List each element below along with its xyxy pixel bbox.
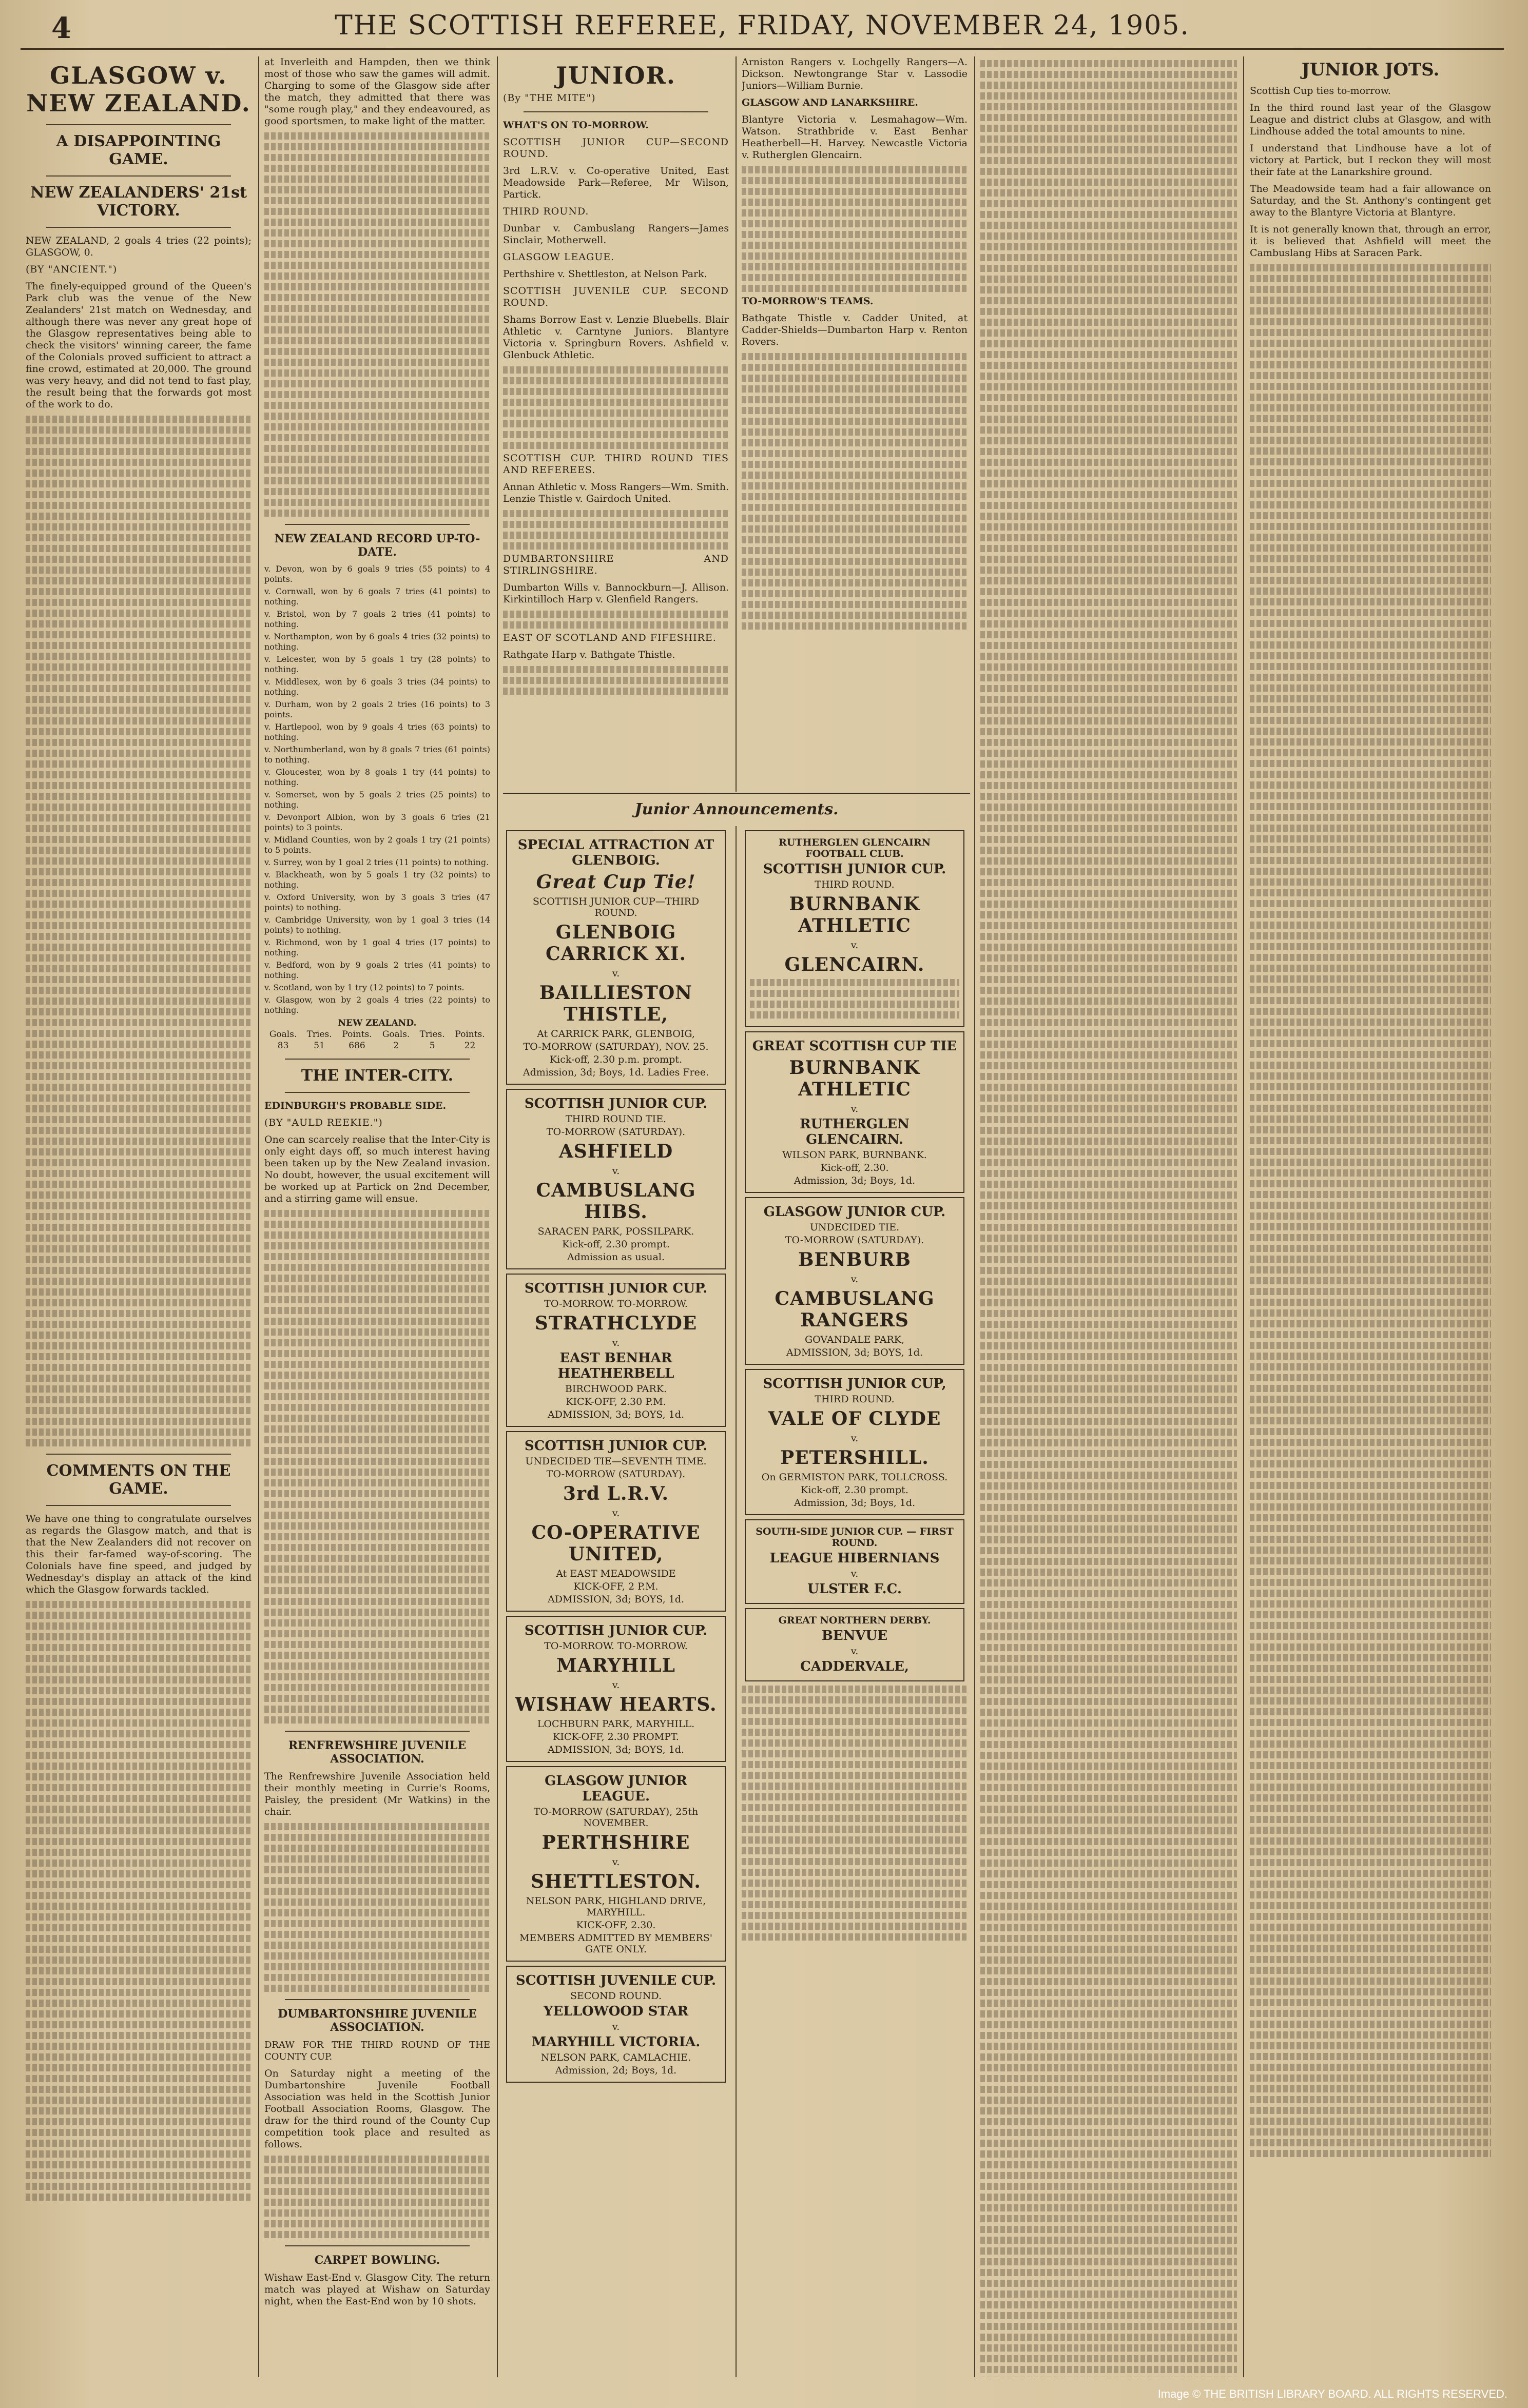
ad-kickoff: KICK-OFF, 2.30 PROMPT. [553,1731,679,1743]
ad-vs: v. [850,1103,859,1114]
ad-title: SCOTTISH JUNIOR CUP. [524,1438,708,1454]
ad-team1: GLENBOIG CARRICK XI. [545,922,687,965]
totals-value-cell: 83 [277,1041,289,1051]
ad-vale-of-clyde [745,1369,964,1515]
ad-admission: Admission, 3d; Boys, 1d. [794,1497,916,1509]
record-row: v. Bristol, won by 7 goals 2 tries (41 points) to nothing. [264,609,490,629]
ad-kickoff: Kick-off, 2.30 p.m. prompt. [549,1054,683,1065]
junior-title: JUNIOR. [556,62,676,89]
record-row: v. Somerset, won by 5 goals 2 tries (25 points) to nothing. [264,790,490,810]
fixture-text: 3rd L.R.V. v. Co-operative United, East Meadowside Park—Referee, Mr Wilson, Partick. [503,165,729,200]
section-junior-jots: JUNIOR JOTS. [1301,60,1440,80]
fixture-heading: EAST OF SCOTLAND AND FIFESHIRE. [503,632,717,643]
ad-round: THIRD ROUND. [815,1394,895,1405]
column-5 [980,56,1237,2377]
nz-totals-table [264,1017,490,1051]
totals-label: NEW ZEALAND. [338,1018,417,1028]
ad-team1: MARYHILL [556,1655,675,1676]
newspaper-title: THE SCOTTISH REFEREE, FRIDAY, NOVEMBER 24, 1905. [335,10,1190,41]
ads-column-a [503,826,729,2377]
ad-admission: Admission, 2d; Boys, 1d. [555,2065,677,2076]
record-row: v. Northumberland, won by 8 goals 7 tries (61 points) to nothing. [264,745,490,765]
totals-header-cell: Goals. [382,1029,410,1040]
totals-header-cell: Points. [455,1029,485,1040]
ad-admission: ADMISSION, 3d; BOYS, 1d. [786,1347,923,1358]
ad-glenboig [506,830,726,1085]
ad-vs: v. [850,1568,859,1579]
ad-title: SCOTTISH JUVENILE CUP. [515,1973,717,1988]
fixture-text: Shams Borrow East v. Lenzie Bluebells. Blair Athletic v. Carntyne Juniors. Blantyre Victoria v. Springburn Rovers. Ashfield v. Glenbuck Athletic. [503,314,729,361]
ad-yellowood [506,1966,726,2083]
byline-auld-reekie: (BY "AULD REEKIE.") [264,1117,383,1128]
ad-title: GREAT SCOTTISH CUP TIE [752,1039,957,1054]
ad-team1: LEAGUE HIBERNIANS [769,1551,940,1566]
ad-kickoff: Kick-off, 2.30. [820,1162,889,1173]
ad-team1: BENBURB [798,1249,911,1270]
ad-vs: v. [612,1165,620,1177]
fixture-text: Rathgate Harp v. Bathgate Thistle. [503,649,675,660]
ad-title: SCOTTISH JUNIOR CUP. [524,1281,708,1296]
totals-header-cell: Goals. [269,1029,297,1040]
ad-date: TO-MORROW. TO-MORROW. [544,1640,688,1652]
copyright-footer: Image © THE BRITISH LIBRARY BOARD. ALL RIGHTS RESERVED. [1157,2387,1507,2400]
record-row: v. Durham, won by 2 goals 2 tries (16 points) to 3 points. [264,699,490,719]
ad-admission: ADMISSION, 3d; BOYS, 1d. [547,1409,685,1420]
column-3 [503,56,729,792]
record-row: v. Northampton, won by 6 goals 4 tries (32 points) to nothing. [264,632,490,652]
totals-value-cell: 22 [464,1041,476,1051]
totals-value-cell: 2 [393,1041,399,1051]
section-dumbartonshire: DUMBARTONSHIRE JUVENILE ASSOCIATION. [278,2007,477,2034]
fixture-text: Dunbar v. Cambuslang Rangers—James Sinclair, Motherwell. [503,223,729,246]
ad-ashfield [506,1089,726,1269]
ad-team2: ULSTER F.C. [807,1581,902,1597]
ad-team2: WISHAW HEARTS. [515,1694,717,1715]
totals-header-cell: Tries. [419,1029,445,1040]
ad-vs: v. [850,1646,859,1657]
column-4-upper [742,56,968,792]
record-row: v. Cornwall, won by 6 goals 7 tries (41 points) to nothing. [264,586,490,606]
headline-glasgow-nz: GLASGOW v. NEW ZEALAND. [26,62,251,117]
ad-admission: Admission as usual. [567,1251,665,1263]
fixture-heading: SCOTTISH JUVENILE CUP. SECOND ROUND. [503,285,729,308]
ad-subround: THIRD ROUND. [815,879,895,890]
article-paragraph: I understand that Lindhouse have a lot of victory at Partick, but I reckon they will most their fate at the Lanarkshire ground. [1250,143,1491,178]
ad-date: TO-MORROW (SATURDAY). [546,1469,686,1480]
ad-ground: GOVANDALE PARK, [805,1334,904,1345]
fixture-heading: THIRD ROUND. [503,206,589,217]
ad-vs: v. [612,1856,620,1868]
column-1 [26,56,252,2377]
ad-ground: BIRCHWOOD PARK. [565,1383,667,1395]
ad-date: TO-MORROW. TO-MORROW. [544,1298,688,1309]
ad-admission: ADMISSION, 3d; BOYS, 1d. [547,1594,685,1605]
section-comments: COMMENTS ON THE GAME. [46,1462,231,1498]
totals-header-cell: Tries. [306,1029,332,1040]
ad-team2: RUTHERGLEN GLENCAIRN. [800,1117,910,1147]
ad-title: SCOTTISH JUNIOR CUP. [524,1623,708,1638]
ad-team1: ASHFIELD [558,1141,673,1162]
ads-column-b [742,826,968,2377]
ad-team1: VALE OF CLYDE [768,1408,941,1430]
deck-victory: NEW ZEALANDERS' 21st VICTORY. [30,184,247,220]
ad-perthshire [506,1766,726,1962]
column-6 [1250,56,1491,2377]
ad-strathclyde [506,1274,726,1427]
article-paragraph: The finely-equipped ground of the Queen's Park club was the venue of the New Zealanders' 21st match on Wednesday, and although there was never any great hope of the Glasgow representatives being able to check the visitors' winning career, the fame of the Colonials proved sufficient to attract a fine crowd, estimated at 20,000. The ground was very heavy, and did not tend to fast play, the result being that the forwards got most of the work to do. [26,281,252,410]
record-row: v. Blackheath, won by 5 goals 1 try (32 points) to nothing. [264,870,490,890]
ad-round: SCOTTISH JUNIOR CUP. [763,862,946,877]
ad-3rd-lrv [506,1431,726,1612]
ad-vs: v. [612,2021,620,2032]
column-2 [264,56,490,2377]
column-divider [497,56,498,2377]
ad-title: RUTHERGLEN GLENCAIRN FOOTBALL CLUB. [778,837,931,859]
ad-admission: Admission, 3d; Boys, 1d. Ladies Free. [523,1067,709,1078]
deck-disappointing: A DISAPPOINTING GAME. [56,132,221,168]
ad-kickoff: Kick-off, 2.30 prompt. [562,1239,670,1250]
ad-kickoff: KICK-OFF, 2.30. [576,1920,656,1931]
ad-ground: WILSON PARK, BURNBANK. [782,1149,927,1161]
ad-vs: v. [612,1679,620,1691]
ad-team1: BENVUE [821,1628,888,1643]
section-whats-on: WHAT'S ON TO-MORROW. [503,120,649,131]
fixture-heading: SCOTTISH JUNIOR CUP—SECOND ROUND. [503,136,729,160]
record-row: v. Oxford University, won by 3 goals 3 tries (47 points) to nothing. [264,892,490,912]
ad-kickoff: KICK-OFF, 2.30 P.M. [566,1396,666,1407]
ad-team2: CADDERVALE, [800,1659,909,1674]
section-renfrewshire: RENFREWSHIRE JUVENILE ASSOCIATION. [288,1739,467,1766]
section-tomorrows-teams: TO-MORROW'S TEAMS. [742,296,874,307]
fixture-text: Dumbarton Wills v. Bannockburn—J. Allison. Kirkintilloch Harp v. Glenfield Rangers. [503,582,729,605]
ad-admission: Admission, 3d; Boys, 1d. [794,1175,916,1186]
ad-title: SCOTTISH JUNIOR CUP, [763,1376,946,1392]
totals-value-cell: 51 [314,1041,325,1051]
byline-ancient: (BY "ANCIENT.") [26,264,118,275]
ad-kickoff: Kick-off, 2.30 prompt. [801,1484,908,1496]
fixture-text: Perthshire v. Shettleston, at Nelson Park. [503,268,707,280]
article-paragraph: On Saturday night a meeting of the Dumbartonshire Juvenile Football Association was held in the Scottish Junior Football Association Rooms, Glasgow. The draw for the third round of the County Cup competition took place and resulted as follows. [264,2068,490,2150]
fixture-heading: SCOTTISH CUP. THIRD ROUND TIES AND REFEREES. [503,453,729,476]
fixture-heading: GLASGOW LEAGUE. [503,251,615,263]
section-inter-city: THE INTER-CITY. [301,1067,454,1085]
column-divider [736,826,737,2377]
article-paragraph: In the third round last year of the Glasgow League and district clubs at Glasgow, and with Lindhouse added the total amounts to nine. [1250,102,1491,137]
ad-vs: v. [612,1337,620,1348]
ad-team1: STRATHCLYDE [534,1313,698,1334]
ad-team2: CAMBUSLANG HIBS. [536,1180,696,1223]
ad-date: TO-MORROW (SATURDAY), 25th NOVEMBER. [533,1806,699,1829]
fixture-text: Annan Athletic v. Moss Rangers—Wm. Smith. Lenzie Thistle v. Gairdoch United. [503,481,729,504]
ad-admission: ADMISSION, 3d; BOYS, 1d. [547,1744,685,1755]
ad-vs: v. [612,968,620,979]
ad-team1: PERTHSHIRE [541,1832,690,1853]
ad-team2: GLENCAIRN. [784,954,925,975]
record-row: v. Leicester, won by 5 goals 1 try (28 points) to nothing. [264,654,490,674]
byline-the-mite: (By "THE MITE") [503,92,596,104]
ad-team1: BURNBANK ATHLETIC [789,1057,920,1100]
ad-team2: SHETTLESTON. [531,1871,701,1892]
ad-benburb [745,1197,964,1365]
ad-ground: NELSON PARK, HIGHLAND DRIVE, MARYHILL. [526,1895,706,1918]
announcements-heading: Junior Announcements. [634,800,839,818]
fixture-text: Bathgate Thistle v. Cadder United, at Cadder-Shields—Dumbarton Harp v. Renton Rovers. [742,312,968,347]
article-paragraph: It is not generally known that, through an error, it is believed that Ashfield will meet the Cambuslang Hibs at Saracen Park. [1250,224,1491,259]
record-row: v. Scotland, won by 1 try (12 points) to 7 points. [264,983,465,992]
ad-title: GREAT NORTHERN DERBY. [778,1615,931,1626]
fixture-text: Arniston Rangers v. Lochgelly Rangers—A. Dickson. Newtongrange Star v. Lassodie Juniors—William Burnie. [742,56,968,91]
fixture-text: Blantyre Victoria v. Lesmahagow—Wm. Watson. Strathbride v. East Benhar Heatherbell—H. Harvey. Newcastle Victoria v. Rutherglen Glencairn. [742,114,968,161]
ad-date: TO-MORROW (SATURDAY), NOV. 25. [523,1041,709,1052]
ad-title: GLASGOW JUNIOR CUP. [763,1204,946,1220]
record-row: v. Gloucester, won by 8 goals 1 try (44 points) to nothing. [264,767,490,787]
ad-league-hibernians [745,1519,964,1604]
ad-team1: YELLOWOOD STAR [543,2004,689,2019]
divider [503,793,970,794]
ad-round: SECOND ROUND. [570,1990,662,2002]
ad-team2: BAILLIESTON THISTLE, [539,982,693,1025]
column-divider [1243,56,1244,2377]
column-divider [258,56,259,2377]
record-row: v. Middlesex, won by 6 goals 3 tries (34 points) to nothing. [264,677,490,697]
totals-header-cell: Points. [342,1029,372,1040]
article-paragraph: One can scarcely realise that the Inter-City is only eight days off, so much interest having been taken up by the New Zealand invasion. No doubt, however, the usual excitement will be worked up at Partick on 2nd December, and a stirring game will ensue. [264,1134,490,1204]
ad-round: SCOTTISH JUNIOR CUP—THIRD ROUND. [532,896,700,918]
column-divider [736,56,737,792]
ad-date: TO-MORROW (SATURDAY). [546,1126,686,1138]
ad-round: UNDECIDED TIE—SEVENTH TIME. [525,1456,707,1467]
ad-vs: v. [850,939,859,951]
ad-team2: MARYHILL VICTORIA. [531,2034,701,2050]
fixture-heading: DUMBARTONSHIRE AND STIRLINGSHIRE. [503,553,729,576]
ad-glencairn [745,830,964,1027]
ad-round: UNDECIDED TIE. [809,1222,900,1233]
totals-value-cell: 686 [349,1041,365,1051]
subhead-edinburgh: EDINBURGH'S PROBABLE SIDE. [264,1100,447,1111]
ad-maryhill [506,1616,726,1762]
nz-record-list [264,564,490,1015]
ad-vs: v. [850,1433,859,1444]
ad-title: GLASGOW JUNIOR LEAGUE. [545,1773,687,1804]
record-row: v. Devonport Albion, won by 3 goals 6 tries (21 points) to 3 points. [264,812,490,832]
article-paragraph: The Meadowside team had a fair allowance on Saturday, and the St. Anthony's contingent get away to the Blantyre Victoria at Blantyre. [1250,183,1491,218]
match-score: NEW ZEALAND, 2 goals 4 tries (22 points); GLASGOW, 0. [26,235,252,258]
record-row: v. Richmond, won by 1 goal 4 tries (17 points) to nothing. [264,937,490,957]
ad-benvue [745,1608,964,1681]
ad-vs: v. [850,1274,859,1285]
record-row: v. Devon, won by 6 goals 9 tries (55 points) to 4 points. [264,564,490,584]
section-nz-record: NEW ZEALAND RECORD UP-TO-DATE. [274,532,480,559]
article-paragraph: We have one thing to congratulate ourselves as regards the Glasgow match, and that is that the New Zealanders did not recover on this their far-famed way-of-scoring. The Colonials have fine speed, and judged by Wednesday's display an attack of the kind which the Glasgow forwards tackled. [26,1513,252,1595]
ad-title: SPECIAL ATTRACTION AT GLENBOIG. [517,837,714,868]
article-paragraph: The Renfrewshire Juvenile Association held their monthly meeting in Currie's Rooms, Paisley, the president (Mr Watkins) in the chair. [264,1771,490,1817]
ad-burnbank [745,1031,964,1193]
ad-date: TO-MORROW (SATURDAY). [785,1235,924,1246]
subhead-draw: DRAW FOR THE THIRD ROUND OF THE COUNTY CUP. [264,2040,490,2062]
section-carpet-bowling: CARPET BOWLING. [314,2254,440,2267]
ad-team2: PETERSHILL. [780,1447,929,1469]
record-row: v. Bedford, won by 9 goals 2 tries (41 points) to nothing. [264,960,490,980]
ad-round: THIRD ROUND TIE. [565,1113,667,1125]
ad-ground: On GERMISTON PARK, TOLLCROSS. [761,1472,948,1483]
ad-headline: Great Cup Tie! [536,871,696,893]
ad-ground: NELSON PARK, CAMLACHIE. [540,2052,691,2063]
totals-value-cell: 5 [429,1041,435,1051]
record-row: v. Hartlepool, won by 9 goals 4 tries (63 points) to nothing. [264,722,490,742]
ad-title: SCOTTISH JUNIOR CUP. [524,1096,708,1111]
section-glasgow-lanarkshire: GLASGOW AND LANARKSHIRE. [742,97,918,108]
ad-ground: LOCHBURN PARK, MARYHILL. [537,1718,695,1730]
ad-vs: v. [612,1508,620,1519]
ad-team2: CAMBUSLANG RANGERS [775,1288,935,1331]
ad-team1: BURNBANK ATHLETIC [789,893,920,936]
record-row: v. Midland Counties, won by 2 goals 1 try (21 points) to 5 points. [264,835,490,855]
ad-team2: EAST BENHAR HEATHERBELL [557,1350,674,1381]
page-number: 4 [51,11,71,45]
ad-ground: SARACEN PARK, POSSILPARK. [537,1226,694,1237]
ad-team1: 3rd L.R.V. [563,1483,669,1504]
article-paragraph: Wishaw East-End v. Glasgow City. The return match was played at Wishaw on Saturday night, when the East-End won by 10 shots. [264,2272,490,2307]
ad-kickoff: KICK-OFF, 2 P.M. [573,1581,659,1592]
article-paragraph: at Inverleith and Hampden, then we think most of those who saw the games will admit. Charging to some of the Glasgow side after the match, they admitted that there was "some rough play," and they endeavoured, as good sportsmen, to make light of the matter. [264,56,490,127]
record-row: v. Glasgow, won by 2 goals 4 tries (22 points) to nothing. [264,995,490,1015]
ad-admission: MEMBERS ADMITTED BY MEMBERS' GATE ONLY. [519,1932,713,1955]
article-paragraph: Scottish Cup ties to-morrow. [1250,85,1391,96]
masthead [21,7,1504,50]
record-row: v. Cambridge University, won by 1 goal 3 tries (14 points) to nothing. [264,915,490,935]
ad-ground: At EAST MEADOWSIDE [556,1568,676,1579]
ad-ground: At CARRICK PARK, GLENBOIG, [537,1028,695,1040]
ad-title: SOUTH-SIDE JUNIOR CUP. — FIRST ROUND. [756,1526,954,1549]
record-row: v. Surrey, won by 1 goal 2 tries (11 points) to nothing. [264,857,489,867]
column-divider [974,56,975,2377]
ad-team2: CO-OPERATIVE UNITED, [531,1522,701,1565]
